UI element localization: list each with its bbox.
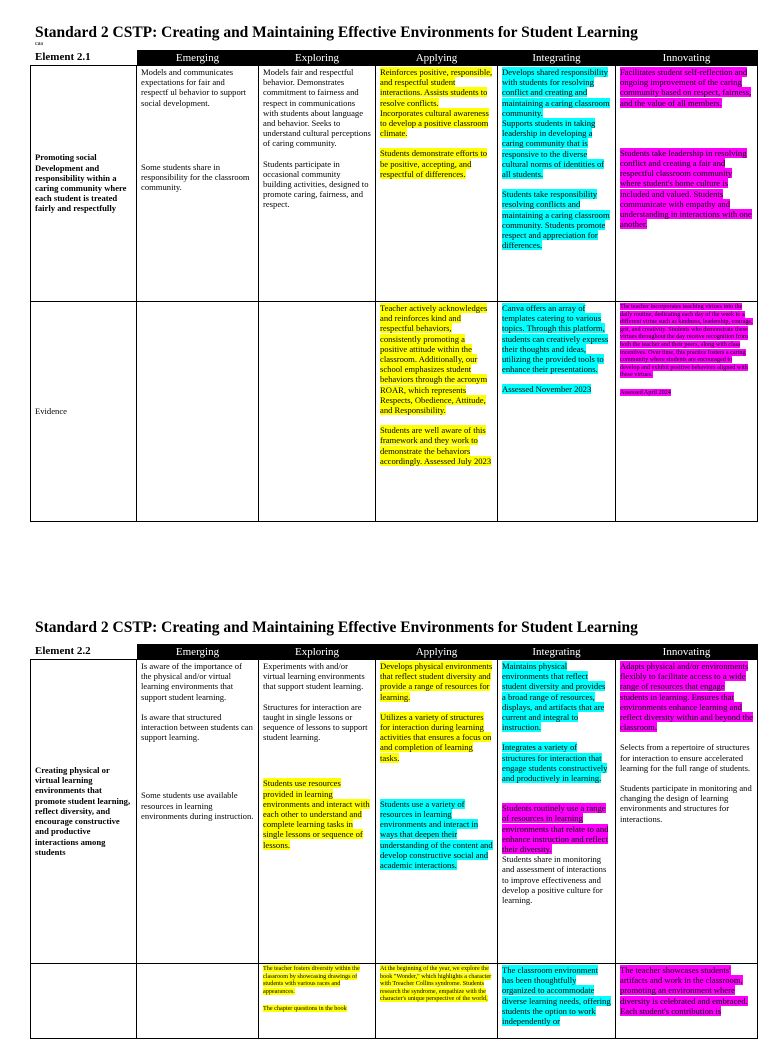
applying-text-2: Incorporates cultural awareness to develop a positive classroom climate. [380,107,489,139]
evidence2-integrating-cell [498,964,616,1039]
element-2-2-rubric-table [30,644,758,1039]
applying-cell [376,66,498,302]
evidence-integrating-cell [498,302,616,522]
innovating-text-1: Facilitates student self-reflection and ongoing improvement of the caring community based on respect, fairness, and the value of all members. [620,67,752,108]
header-integrating-2: Integrating [498,645,616,660]
evidence2-exploring-text-2: The chapter questions in the book [263,1005,347,1013]
exploring-text-2: Students participate in occasional community building activities, designed to promote caring, fairness, and respect. [263,158,369,210]
evidence-label: Evidence [31,302,137,522]
element-2-2-row-label: Creating physical or virtual learning environments that promote student learning, reflect diversity, and encourage constructive and productive interactions among students [31,660,137,964]
evidence-integrating-text-2: Assessed November 2023 [502,384,592,395]
exploring2-text-1: Experiments with and/or virtual learning environments that support student learning. [263,661,365,692]
applying-text-1: Reinforces positive, responsible, and respectful student interactions. Assists students to resolve conflicts. [380,67,493,108]
evidence2-innovating-cell [616,964,758,1039]
evidence-applying-text-2: Students are well aware of this framework and they work to demonstrate the behaviors accordingly. Assessed July 2023 [380,425,492,466]
innovating-text-2: Students take leadership in resolving conflict and creating a fair and respectful classroom community where student's home culture is included and valued. Students communicate with empathy and understanding in interactions with one another. [620,147,752,230]
element-2-1-evidence-row [31,302,758,522]
evidence-innovating-text-1: The teacher incorporates teaching virtues into the daily routine, dedicating each day of the week to a different virtue such as kindness, leadership, courage, grit, and creativity. Students who demonstrate these virtues throughout the day receive recognition from both the teacher and their peers, along with class incentives. Over time, this practice fosters a caring community where students are encouraged to develop and exhibit positive behaviors aligned with these virtues. [620,303,753,379]
integrating-cell-2 [498,660,616,964]
element-2-1-label: Element 2.1 [31,51,137,66]
evidence2-integrating-text-1: The classroom environment has been thoughtfully organized to accommodate diverse learning needs, offering students the option to work independently or [502,965,611,1027]
evidence-applying-text-1: Teacher actively acknowledges and reinforces kind and respectful behaviors, consistently promoting a positive attitude within the classroom. Additionally, our school emphasizes student behaviors through the acronym ROAR, which represents Respects, Obedience, Attitude, and Responsibility. [380,303,488,416]
evidence2-exploring-cell [259,964,376,1039]
evidence2-applying-cell [376,964,498,1039]
applying2-text-1: Develops physical environments that reflect student diversity and provide a range of resources for learning. [380,661,493,702]
evidence-innovating-cell [616,302,758,522]
emerging-text-1: Models and communicates expectations for fair and respectf ul behavior to support social development. [141,67,247,108]
emerging2-text-1: Is aware of the importance of the physical and/or virtual learning environments that support student learning. [141,661,242,702]
standard-2-2-title: Standard 2 CSTP: Creating and Maintaining Effective Environments for Student Learning [35,619,638,636]
emerging-cell-2 [137,660,259,964]
evidence-exploring-cell [259,302,376,522]
applying2-text-3: Students use a variety of resources in learning environments and interact in ways that deepen their understanding of the content and develop constructive social and academic interactions. [380,798,493,871]
element-2-2-evidence-row [31,964,758,1039]
integrating-text-2: Supports students in taking leadership in developing a caring community that is responsive to the diverse cultural norms of identities of all students. [502,118,605,180]
header-innovating-2: Innovating [616,645,758,660]
exploring-text-1: Models fair and respectful behavior. Demonstrates commitment to fairness and respect in communications with students about language and behavior. Seeks to understand cultural perceptions of caring community. [263,67,371,149]
applying-text-3: Students demonstrate efforts to be positive, accepting, and respectful of differences. [380,148,488,179]
evidence-innovating-text-2: Assessed April 2024 [620,388,671,396]
innovating-cell-2 [616,660,758,964]
emerging2-text-3: Some students use available resources in learning environments during instruction. [141,790,254,821]
evidence-emerging-cell [137,302,259,522]
evidence2-label-cell [31,964,137,1039]
evidence-applying-cell [376,302,498,522]
exploring2-text-2: Structures for interaction are taught in single lessons or sequence of lessons to support student learning. [263,701,368,743]
element-2-1-rubric-table [30,50,758,522]
element-2-1-row-label: Promoting social Development and responsibility within a caring community where each student is treated fairly and respectfully [31,66,137,302]
standard-2-1-title: Standard 2 CSTP: Creating and Maintaining Effective Environments for Student Learning [35,24,638,41]
evidence2-emerging-cell [137,964,259,1039]
evidence-integrating-text-1: Canva offers an array of templates catering to various topics. Through this platform, students can creatively express their thoughts and ideas, utilizing the provided tools to enhance their presentations. [502,303,609,375]
header-applying-2: Applying [376,645,498,660]
element-2-1-criteria-row [31,66,758,302]
caa-label: caa [35,41,43,47]
evidence2-innovating-text-1: The teacher showcases students' artifacts and work in the classroom, promoting an environment where diversity is celebrated and embraced. Each student's contribution is [620,965,748,1016]
integrating2-text-3: Students routinely use a range of resources in learning environments that relate to and enhance instruction and reflect their diversity. [502,803,609,855]
evidence2-exploring-text-1: The teacher fosters diversity within the classroom by showcasing drawings of students with various races and appearances. [263,965,360,995]
header-integrating: Integrating [498,51,616,66]
applying2-text-2: Utilizes a variety of structures for interaction during learning activities that ensures a focus on and completion of learning tasks. [380,711,492,763]
exploring-cell-2 [259,660,376,964]
integrating2-text-1: Maintains physical environments that reflect student diversity and provides a broad range of resources, displays, and artifacts that are current and integral to instruction. [502,661,606,733]
evidence2-applying-text-1: At the beginning of the year, we explore the book "Wonder," which highlights a character with Treacher Collins syndrome. Students research the syndrome, empathize with the character's unique perspective of the world, [380,965,492,1003]
header-exploring: Exploring [259,51,376,66]
header-applying: Applying [376,51,498,66]
integrating-cell [498,66,616,302]
applying-cell-2 [376,660,498,964]
integrating-text-3: Students take responsibility resolving conflicts and maintaining a caring classroom community. Students promote respect and appreciation for differences. [502,189,610,251]
emerging-text-2: Some students share in responsibility for the classroom community. [141,161,250,193]
integrating2-text-4: Students share in monitoring and assessment of interactions to improve effectiveness and develop a positive culture for learning. [502,854,607,906]
header-emerging-2: Emerging [137,645,259,660]
innovating-cell [616,66,758,302]
header-emerging: Emerging [137,51,259,66]
exploring2-text-3: Students use resources provided in learning environments and interact with each other to understand and complete learning tasks in single lessons or sequence of lessons. [263,778,370,850]
emerging2-text-2: Is aware that structured interaction between students can support learning. [141,711,253,743]
element-2-2-label: Element 2.2 [31,645,137,660]
exploring-cell [259,66,376,302]
innovating2-text-1: Adapts physical and/or environments flexibly to facilitate access to a wide range of resources that engage students in learning. Ensures that environments enhance learning and reflect diversity within and beyond the classroom. [620,661,753,733]
header-innovating: Innovating [616,51,758,66]
element-2-2-criteria-row [31,660,758,964]
innovating2-text-2: Selects from a repertoire of structures for interaction to ensure accelerated learning for the full range of students. [620,742,751,773]
integrating2-text-2: Integrates a variety of structures for interaction that engage students constructively and productively in learning. [502,742,608,784]
integrating-text-1: Develops shared responsibility with students for resolving conflict and creating and maintaining a caring classroom community. [502,67,610,118]
emerging-cell [137,66,259,302]
innovating2-text-3: Students participate in monitoring and changing the design of learning environments and structures for interactions. [620,783,752,824]
header-exploring-2: Exploring [259,645,376,660]
